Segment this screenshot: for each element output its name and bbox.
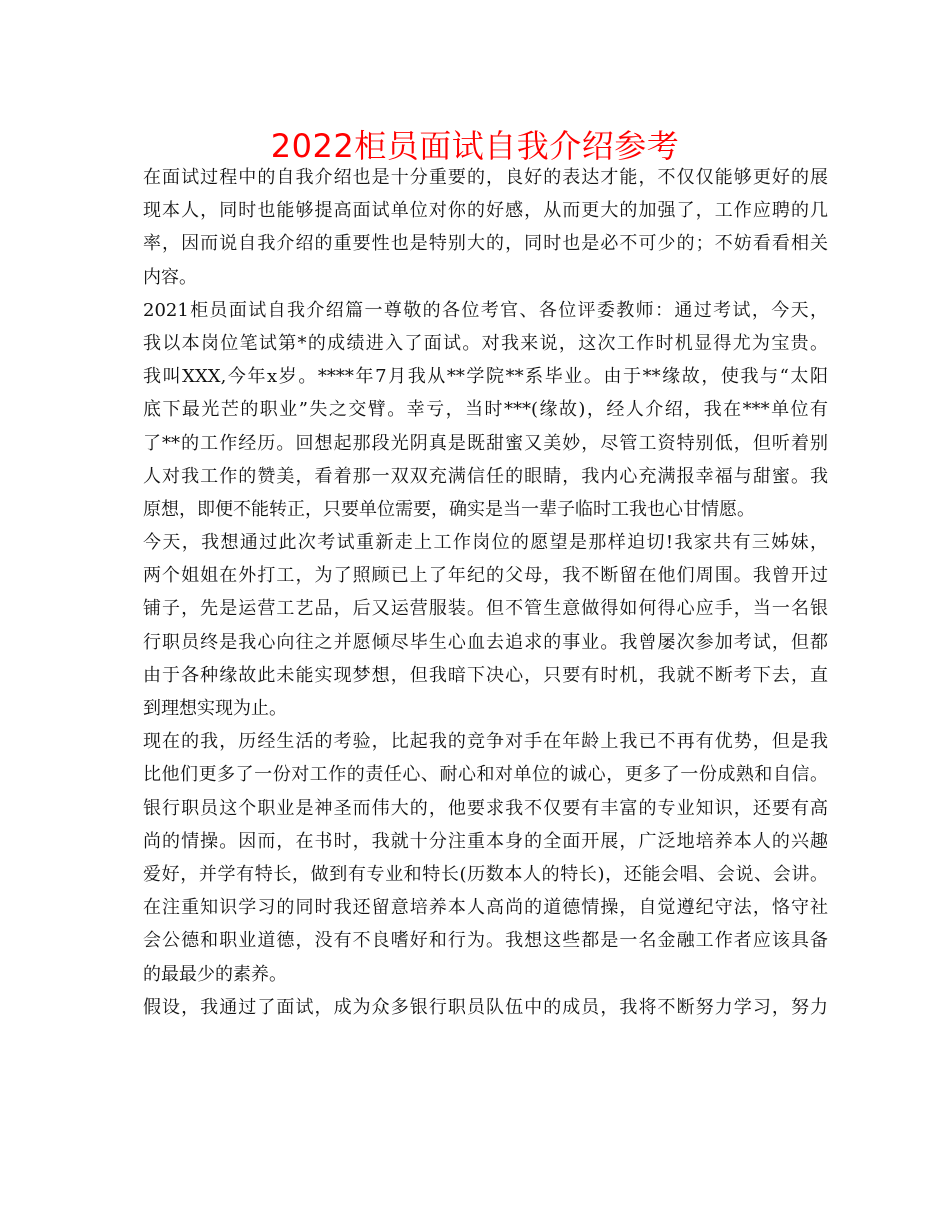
- text-line: 爱好，并学有特长，做到有专业和特长(历数本人的特长)，还能会唱、会说、会讲。: [143, 863, 828, 885]
- text-line: 的最最少的素养。: [143, 963, 287, 985]
- text-line: 比他们更多了一份对工作的责任心、耐心和对单位的诚心，更多了一份成熟和自信。: [143, 764, 828, 786]
- text-line: 会公德和职业道德，没有不良嗜好和行为。我想这些都是一名金融工作者应该具备: [143, 930, 828, 952]
- document-body: [143, 161, 828, 1024]
- text-line: 率，因而说自我介绍的重要性也是特别大的，同时也是必不可少的；不妨看看相关: [143, 233, 828, 255]
- text-line: 铺子，先是运营工艺品，后又运营服装。但不管生意做得如何得心应手，当一名银: [143, 598, 828, 620]
- text-line: 行职员终是我心向往之并愿倾尽毕生心血去追求的事业。我曾屡次参加考试，但都: [143, 631, 828, 653]
- document-title: 2022柜员面试自我介绍参考: [270, 127, 680, 165]
- text-line: 两个姐姐在外打工，为了照顾已上了年纪的父母，我不断留在他们周围。我曾开过: [143, 565, 828, 587]
- text-line: 我叫XXX,今年x岁。****年7月我从**学院**系毕业。由于**缘故，使我与“太阳: [143, 366, 828, 388]
- text-line: 了**的工作经历。回想起那段光阴真是既甜蜜又美妙，尽管工资特别低，但听着别: [143, 432, 828, 454]
- text-line: 今天，我想通过此次考试重新走上工作岗位的愿望是那样迫切!我家共有三姊妹，: [143, 532, 828, 554]
- text-line: 底下最光芒的职业”失之交臂。幸亏，当时***(缘故)，经人介绍，我在***单位有: [143, 399, 828, 421]
- text-line: 尚的情操。因而，在书时，我就十分注重本身的全面开展，广泛地培养本人的兴趣: [143, 830, 828, 852]
- text-line: 现本人，同时也能够提高面试单位对你的好感，从而更大的加强了，工作应聘的几: [143, 200, 828, 222]
- text-line: 内容。: [143, 266, 197, 288]
- text-line: 现在的我，历经生活的考验，比起我的竞争对手在年龄上我已不再有优势，但是我: [143, 731, 828, 753]
- text-line: 2021柜员面试自我介绍篇一尊敬的各位考官、各位评委教师：通过考试，今天，: [143, 299, 828, 321]
- text-line: 由于各种缘故此未能实现梦想，但我暗下决心，只要有时机，我就不断考下去，直: [143, 664, 828, 686]
- text-line: 我以本岗位笔试第*的成绩进入了面试。对我来说，这次工作时机显得尤为宝贵。: [143, 332, 828, 354]
- text-line: 假设，我通过了面试，成为众多银行职员队伍中的成员，我将不断努力学习，努力: [143, 996, 828, 1018]
- text-line: 在注重知识学习的同时我还留意培养本人高尚的道德情操，自觉遵纪守法，恪守社: [143, 897, 828, 919]
- text-line: 人对我工作的赞美，看着那一双双充满信任的眼睛，我内心充满报幸福与甜蜜。我: [143, 465, 828, 487]
- text-line: 在面试过程中的自我介绍也是十分重要的，良好的表达才能，不仅仅能够更好的展: [143, 167, 828, 188]
- text-line: 到理想实现为止。: [143, 698, 287, 719]
- text-line: 原想，即便不能转正，只要单位需要，确实是当一辈子临时工我也心甘情愿。: [143, 498, 755, 520]
- text-line: 银行职员这个职业是神圣而伟大的，他要求我不仅要有丰富的专业知识，还要有高: [143, 797, 828, 819]
